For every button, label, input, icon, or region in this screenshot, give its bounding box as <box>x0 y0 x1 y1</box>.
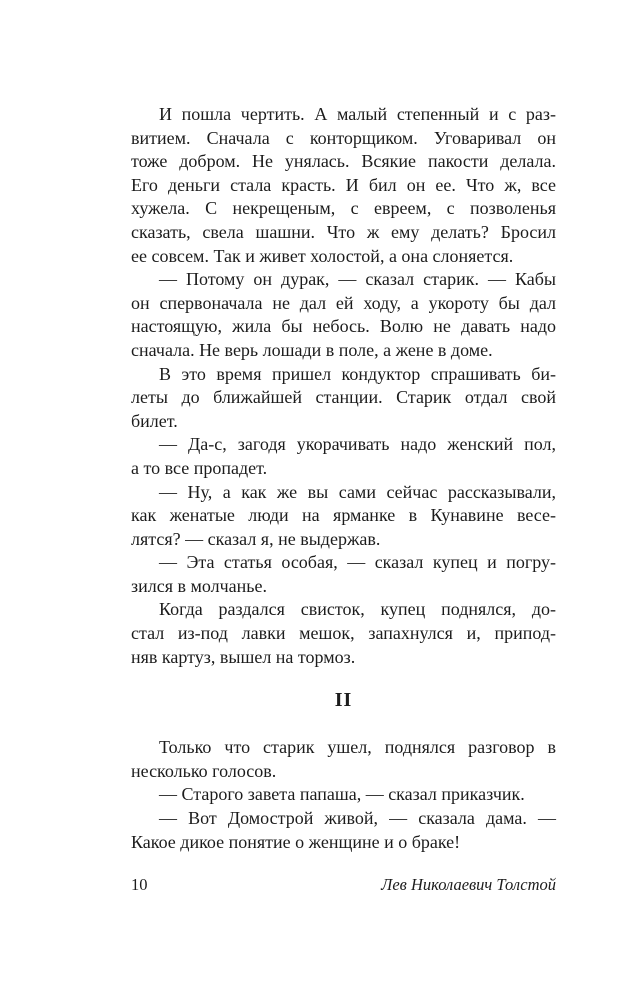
text-line: витием. Сначала с конторщиком. Уговаривал он <box>131 127 556 148</box>
text-line: — Вот Домострой живой, — сказала дама. — <box>159 808 556 829</box>
text-line: В это время пришел кондуктор спрашивать би- <box>159 363 556 384</box>
text-line: — Старого завета папаша, — сказал приказчик. <box>159 784 525 805</box>
text-line: он спервоначала не дал ей ходу, а укороту бы дал <box>131 292 556 313</box>
text-line: билет. <box>131 410 178 431</box>
paragraph <box>131 268 556 362</box>
page-number: 10 <box>131 875 148 894</box>
text-line: хужела. С некрещеным, с евреем, с позволенья <box>131 198 556 219</box>
text-line: — Эта статья особая, — сказал купец и погру- <box>159 552 556 573</box>
text-line: II <box>334 689 353 712</box>
text-line: тоже добром. Не унялась. Всякие пакости делала. <box>131 151 556 172</box>
text-line: сказать, свела шашни. Что ж ему делать? Бросил <box>131 221 556 242</box>
text-line: Какое дикое понятие о женщине и о браке! <box>131 831 461 852</box>
text-line: как женатые люди на ярманке в Кунавине весе- <box>131 505 556 526</box>
text-line: — Ну, а как же вы сами сейчас рассказывали, <box>159 481 556 502</box>
paragraph <box>131 736 556 783</box>
text-line: няв картуз, вышел на тормоз. <box>131 646 356 667</box>
text-line: стал из-под лавки мешок, запахнулся и, припод- <box>131 623 556 644</box>
text-line: настоящую, жила бы небось. Волю не давать надо <box>131 316 556 337</box>
running-author: Лев Николаевич Толстой <box>381 875 556 894</box>
text-line: ее совсем. Так и живет холостой, а она слоняется. <box>131 245 514 266</box>
chapter-heading <box>131 686 556 714</box>
text-line: лятся? — сказал я, не выдержав. <box>131 528 381 549</box>
text-line: сначала. Не верь лошади в поле, а жене в доме. <box>131 339 493 360</box>
page-text <box>131 103 556 854</box>
paragraph <box>131 598 556 669</box>
page-footer <box>131 874 556 896</box>
text-line: — Да-с, загодя укорачивать надо женский пол, <box>159 434 556 455</box>
text-line: леты до ближайшей станции. Старик отдал свой <box>131 387 556 408</box>
text-line: а то все пропадет. <box>131 457 268 478</box>
text-line: несколько голосов. <box>131 760 277 781</box>
text-line: — Потому он дурак, — сказал старик. — Кабы <box>159 269 556 290</box>
paragraph <box>131 363 556 434</box>
paragraph <box>131 481 556 552</box>
text-line: Когда раздался свисток, купец поднялся, до- <box>159 599 556 620</box>
paragraph <box>131 103 556 268</box>
paragraph <box>131 807 556 854</box>
text-line: Его деньги стала красть. И бил он ее. Что ж, все <box>131 174 556 195</box>
text-line: зился в молчанье. <box>131 575 268 596</box>
text-line: И пошла чертить. А малый степенный и с раз- <box>159 104 556 124</box>
text-line: Только что старик ушел, поднялся разговор в <box>159 737 556 758</box>
paragraph <box>131 433 556 480</box>
paragraph <box>131 783 556 807</box>
paragraph <box>131 551 556 598</box>
